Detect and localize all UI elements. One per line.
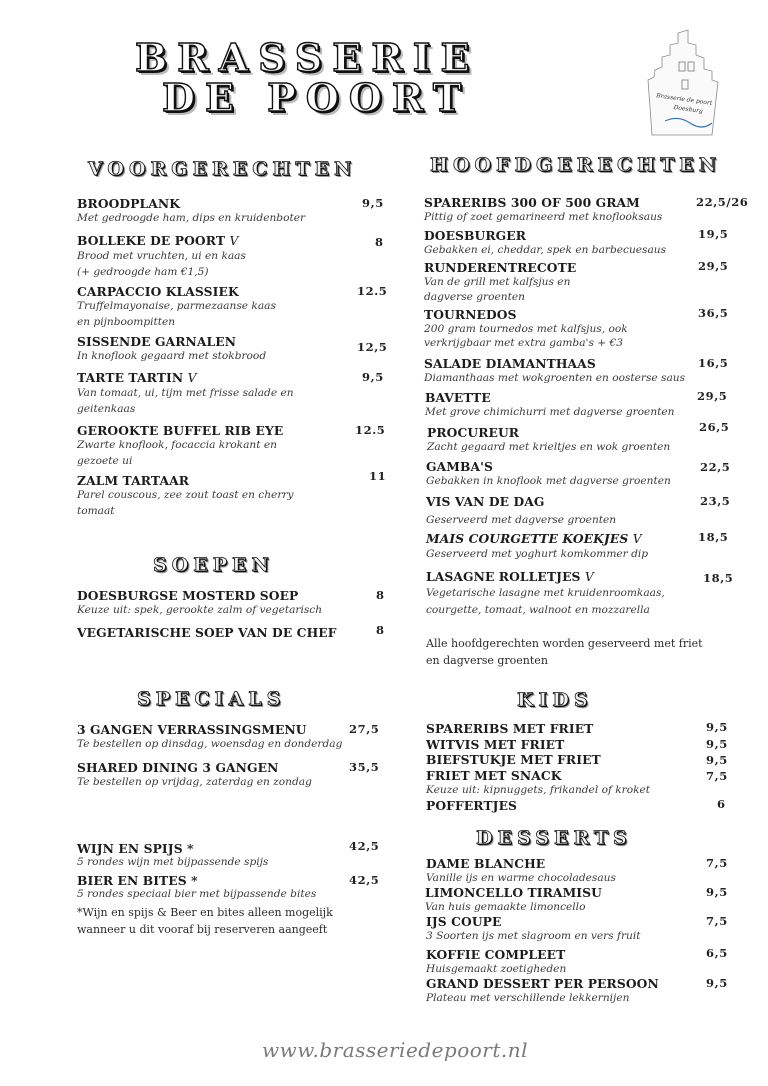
item-desc: Van huis gemaakte limoncello (425, 901, 586, 913)
item-name: MAIS COURGETTE KOEKJES (426, 531, 629, 546)
item-price: 35,5 (349, 760, 380, 774)
item-desc: 200 gram tournedos met kalfsjus, ook (424, 323, 628, 335)
item-name: DOESBURGER (424, 228, 527, 243)
item-name: WITVIS MET FRIET (426, 736, 565, 752)
menu-item (426, 856, 616, 885)
item-desc: Zacht gegaard met krieltjes en wok groenten (427, 441, 671, 453)
item-name: BROODPLANK (77, 196, 181, 211)
website-link[interactable]: www.brasseriedepoort.nl (262, 1038, 529, 1062)
svg-text:Brasserie de poort: Brasserie de poort (655, 92, 713, 107)
section-heading-hoofdgerechten: HOOFDGERECHTEN (430, 154, 722, 176)
item-price: 19,5 (698, 227, 729, 241)
section-heading-kids: KIDS (517, 689, 593, 711)
menu-item (427, 425, 670, 454)
item-desc: gezoete ui (77, 454, 133, 467)
menu-item (77, 722, 342, 751)
item-name: RUNDERENTRECOTE (424, 260, 577, 275)
item-name: BOLLEKE DE POORT (77, 233, 226, 248)
menu-item (424, 356, 685, 387)
item-desc: Te bestellen op dinsdag, woensdag en donderdag (77, 738, 343, 750)
item-price: 18,5 (703, 571, 734, 585)
item-name: PROCUREUR (427, 425, 520, 440)
item-name: BAVETTE (425, 390, 491, 405)
item-price: 29,5 (697, 389, 728, 403)
item-desc: Keuze uit: kipnuggets, frikandel of kroket (426, 784, 651, 796)
item-name: TARTE TARTIN (77, 370, 184, 385)
item-price: 36,5 (698, 306, 729, 320)
item-price: 9,5 (706, 737, 728, 751)
item-name: KOFFIE COMPLEET (426, 947, 566, 962)
item-desc: geitenkaas (77, 402, 136, 415)
item-name: FRIET MET SNACK (426, 767, 562, 783)
item-name: SISSENDE GARNALEN (77, 334, 237, 349)
menu-item (426, 721, 650, 814)
item-name: SALADE DIAMANTHAAS (424, 356, 596, 371)
menu-item (77, 196, 305, 227)
vegetarian-marker: V (584, 570, 594, 584)
item-price: 18,5 (698, 530, 729, 544)
item-desc: Parel couscous, zee zout toast en cherry (77, 489, 294, 501)
note-line: en dagverse groenten (426, 654, 548, 667)
svg-text:Doesburg: Doesburg (673, 103, 704, 116)
vegetarian-marker: V (187, 371, 197, 385)
menu-item (424, 260, 576, 305)
item-price: 7,5 (706, 769, 728, 783)
item-price: 9,5 (362, 196, 384, 210)
item-desc: Van de grill met kalfsjus en (424, 276, 571, 288)
item-desc: In knoflook gegaard met stokbrood (77, 350, 267, 362)
note-line: *Wijn en spijs & Beer en bites alleen mogelijk (77, 906, 333, 919)
note-line: Alle hoofdgerechten worden geserveerd met friet (426, 637, 703, 650)
item-desc: Met gedroogde ham, dips en kruidenboter (77, 212, 306, 224)
item-name: SPARERIBS 300 OF 500 GRAM (424, 195, 640, 210)
item-desc: (+ gedroogde ham €1,5) (77, 265, 209, 278)
menu-item (77, 423, 283, 469)
section-heading-voorgerechten: VOORGERECHTEN (88, 158, 357, 180)
item-name: SPARERIBS MET FRIET (426, 721, 594, 736)
item-price: 8 (376, 588, 385, 602)
item-desc: Geserveerd met dagverse groenten (426, 514, 617, 526)
item-desc: 3 Soorten ijs met slagroom en vers fruit (426, 930, 641, 942)
item-price: 9,5 (362, 370, 384, 384)
dutch-gable-house-icon (640, 25, 725, 140)
restaurant-title-line1: BRASSERIE (135, 35, 480, 80)
item-desc: courgette, tomaat, walnoot en mozzarella (426, 604, 650, 616)
section-heading-desserts: DESSERTS (476, 827, 632, 849)
vegetarian-marker: V (632, 532, 642, 546)
item-price: 7,5 (706, 914, 728, 928)
item-desc: Gebakken ei, cheddar, spek en barbecuesaus (424, 244, 667, 256)
item-name: BIEFSTUKJE MET FRIET (426, 752, 601, 767)
item-price: 9,5 (706, 720, 728, 734)
item-desc: en pijnboompitten (77, 315, 176, 328)
menu-item (426, 914, 641, 943)
item-price: 9,5 (706, 753, 728, 767)
item-price: 8 (375, 235, 384, 249)
item-name: CARPACCIO KLASSIEK (77, 284, 239, 299)
item-desc: 5 rondes speciaal bier met bijpassende bites (77, 888, 317, 900)
item-name: DOESBURGSE MOSTERD SOEP (77, 588, 299, 603)
item-desc: Gebakken in knoflook met dagverse groenten (426, 475, 671, 487)
menu-item (426, 947, 566, 976)
item-price: 42,5 (349, 839, 380, 853)
menu-item (426, 569, 665, 619)
item-price: 6 (717, 797, 726, 811)
item-name: BIER EN BITES * (77, 873, 198, 888)
item-price: 12.5 (355, 423, 386, 437)
item-name: 3 GANGEN VERRASSINGSMENU (77, 722, 307, 737)
item-desc: Brood met vruchten, ui en kaas (77, 250, 246, 262)
hoofdgerechten-footnote (426, 635, 703, 669)
menu-item (425, 885, 602, 914)
menu-item (426, 976, 659, 1005)
item-price: 9,5 (706, 885, 728, 899)
vegetarian-marker: V (229, 234, 239, 248)
item-price: 11 (369, 469, 387, 483)
item-price: 27,5 (349, 722, 380, 736)
menu-item (77, 284, 276, 330)
item-name: DAME BLANCHE (426, 856, 546, 871)
item-name: IJS COUPE (426, 914, 502, 929)
menu-item (426, 531, 648, 561)
note-line: wanneer u dit vooraf bij reserveren aangeeft (77, 923, 328, 936)
specials-footnote (77, 904, 333, 938)
item-desc: Truffelmayonaise, parmezaanse kaas (77, 300, 276, 312)
item-desc: Keuze uit: spek, gerookte zalm of vegetarisch (77, 604, 323, 616)
menu-item (424, 228, 666, 257)
item-name: GEROOKTE BUFFEL RIB EYE (77, 423, 284, 438)
menu-item (426, 494, 616, 531)
item-desc: verkrijgbaar met extra gamba's + €3 (424, 337, 623, 349)
section-heading-specials: SPECIALS (137, 688, 286, 710)
item-desc: tomaat (77, 504, 115, 517)
item-desc: Met grove chimichurri met dagverse groenten (425, 406, 675, 418)
item-price: 9,5 (706, 976, 728, 990)
item-name: LIMONCELLO TIRAMISU (425, 885, 602, 900)
item-name: VEGETARISCHE SOEP VAN DE CHEF (77, 625, 337, 640)
item-name: LASAGNE ROLLETJES (426, 569, 581, 584)
item-name: POFFERTJES (426, 798, 518, 813)
item-desc: Huisgemaakt zoetigheden (426, 963, 567, 975)
menu-item (424, 307, 628, 350)
item-desc: 5 rondes wijn met bijpassende spijs (77, 856, 269, 868)
item-desc: Plateau met verschillende lekkernijen (426, 992, 630, 1004)
logo (640, 25, 725, 140)
item-price: 22,5 (700, 460, 731, 474)
item-desc: Vegetarische lasagne met kruidenroomkaas, (426, 587, 665, 599)
menu-item (425, 390, 675, 419)
item-desc: Vanille ijs en warme chocoladesaus (426, 872, 616, 884)
item-desc: Zwarte knoflook, focaccia krokant en (77, 439, 277, 451)
menu-item (424, 195, 662, 224)
item-price: 12,5 (357, 340, 388, 354)
item-name: VIS VAN DE DAG (426, 494, 545, 509)
menu-item (77, 625, 337, 640)
item-price: 12.5 (357, 284, 388, 298)
item-desc: Diamanthaas met wokgroenten en oosterse saus (424, 372, 686, 384)
item-price: 16,5 (698, 356, 729, 370)
item-name: TOURNEDOS (424, 307, 517, 322)
menu-item (77, 873, 316, 901)
item-name: WIJN EN SPIJS * (77, 841, 194, 856)
item-price: 29,5 (698, 259, 729, 273)
menu-item (77, 760, 312, 789)
item-price: 7,5 (706, 856, 728, 870)
item-desc: Van tomaat, ui, tijm met frisse salade en (77, 387, 294, 399)
item-price: 42,5 (349, 873, 380, 887)
item-desc: Geserveerd met yoghurt komkommer dip (426, 548, 649, 560)
menu-item (77, 588, 322, 617)
item-price: 8 (376, 623, 385, 637)
item-name: GAMBA'S (426, 459, 493, 474)
item-desc: dagverse groenten (424, 291, 525, 303)
item-name: SHARED DINING 3 GANGEN (77, 760, 279, 775)
restaurant-title-line2: DE POORT (162, 75, 472, 120)
menu-item (426, 459, 671, 488)
menu-item (77, 233, 246, 280)
menu-item (77, 334, 266, 365)
section-heading-soepen: SOEPEN (153, 554, 274, 576)
item-name: GRAND DESSERT PER PERSOON (426, 976, 659, 991)
item-price: 22,5/26 (696, 195, 749, 209)
item-price: 26,5 (699, 420, 730, 434)
item-price: 6,5 (706, 946, 728, 960)
menu-item (77, 473, 293, 519)
menu-item (77, 841, 268, 869)
item-name: ZALM TARTAAR (77, 473, 190, 488)
menu-item (77, 370, 294, 417)
item-price: 23,5 (700, 494, 731, 508)
item-desc: Te bestellen op vrijdag, zaterdag en zondag (77, 776, 312, 788)
item-desc: Pittig of zoet gemarineerd met knoflooksaus (424, 211, 663, 223)
